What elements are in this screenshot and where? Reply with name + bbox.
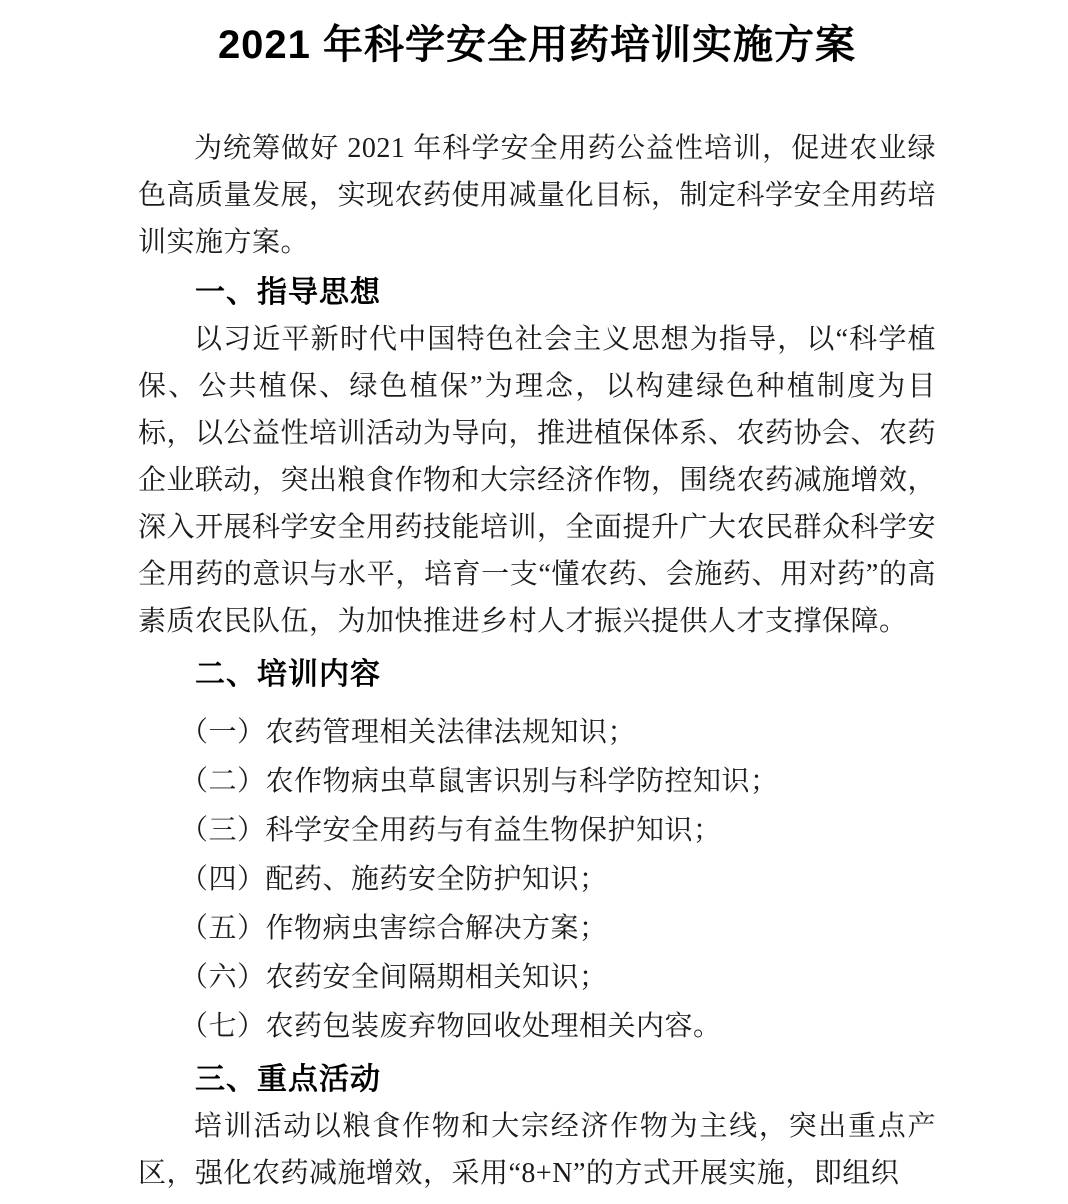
intro-paragraph: 为统筹做好 2021 年科学安全用药公益性培训，促进农业绿色高质量发展，实现农药使用减量化目标，制定科学安全用药培训实施方案。 [138, 133, 937, 258]
section-heading-guiding-ideology: 一、指导思想 [195, 276, 381, 309]
list-item-6: （六）农药安全间隔期相关知识； [180, 962, 608, 993]
list-item-3: （三）科学安全用药与有益生物保护知识； [180, 815, 722, 846]
list-item-4: （四）配药、施药安全防护知识； [180, 864, 608, 895]
section-paragraph-guiding-ideology: 以习近平新时代中国特色社会主义思想为指导，以“科学植保、公共植保、绿色植保”为理念，以构建绿色种植制度为目标，以公益性培训活动为导向，推进植保体系、农药协会、农药企业联动，突出粮食作物和大宗经济作物，围绕农药减施增效，深入开展科学安全用药技能培训，全面提升广大农民群众科学安全用药的意识与水平，培育一支“懂农药、会施药、用对药”的高素质农民队伍，为加快推进乡村人才振兴提供人才支撑保障。 [138, 324, 937, 637]
section-heading-key-activities: 三、重点活动 [195, 1063, 381, 1096]
list-item-5: （五）作物病虫害综合解决方案； [180, 913, 608, 944]
list-item-1: （一）农药管理相关法律法规知识； [180, 717, 637, 748]
document-title: 2021 年科学安全用药培训实施方案 [217, 23, 857, 67]
list-item-2: （二）农作物病虫草鼠害识别与科学防控知识； [180, 766, 779, 797]
training-content-list [138, 708, 936, 1051]
section-heading-training-content: 二、培训内容 [195, 658, 381, 691]
section-paragraph-key-activities: 培训活动以粮食作物和大宗经济作物为主线，突出重点产区，强化农药减施增效，采用“8+N”的方式开展实施，即组织 [138, 1111, 936, 1189]
list-item-7: （七）农药包装废弃物回收处理相关内容。 [180, 1011, 722, 1042]
